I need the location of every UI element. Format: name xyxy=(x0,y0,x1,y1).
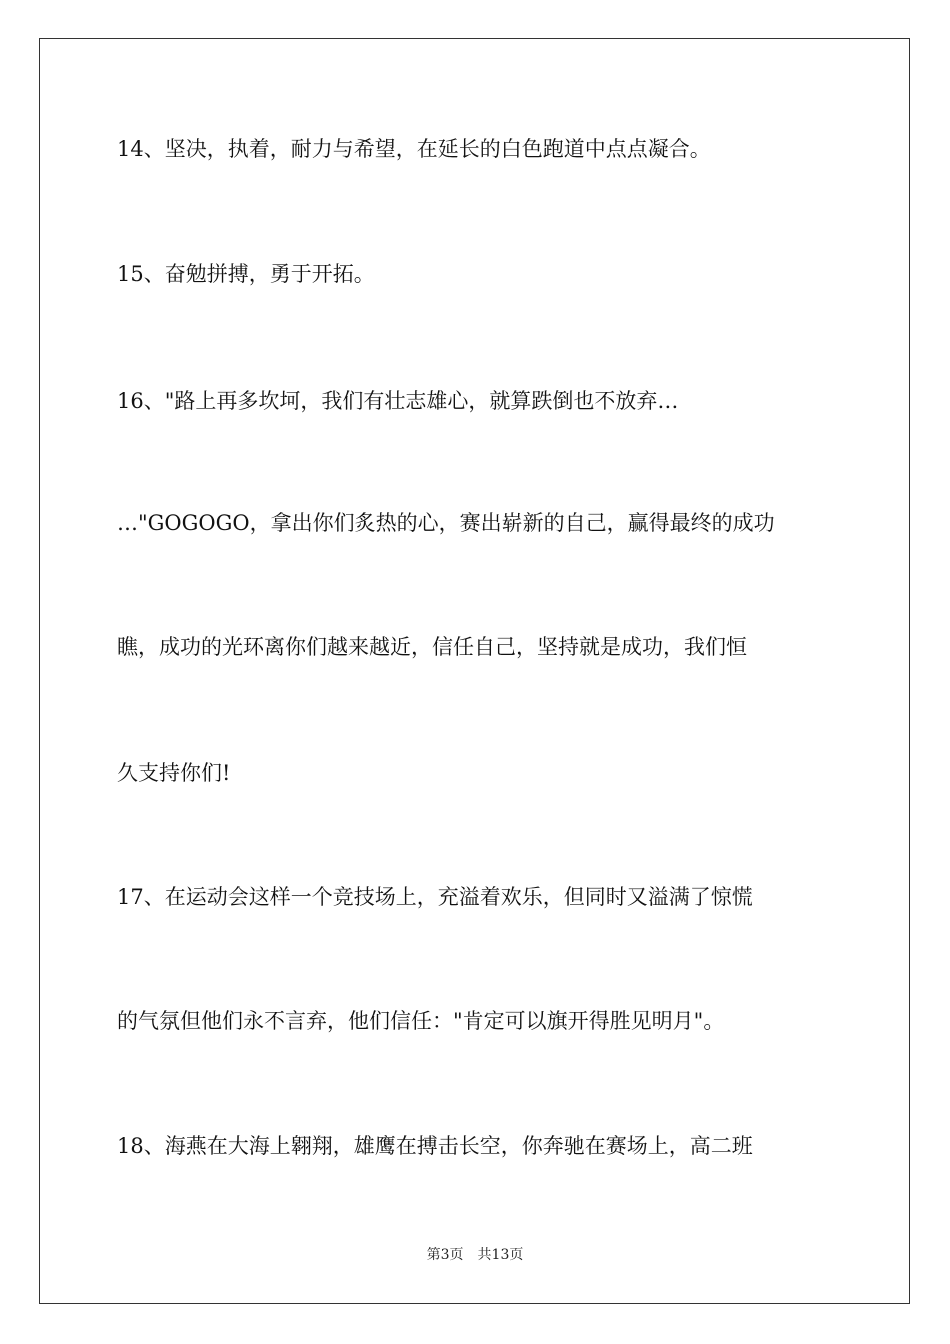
text-line-3: 16、"路上再多坎坷，我们有壮志雄心，就算跌倒也不放弃… xyxy=(117,389,679,413)
text-line-6: 久支持你们! xyxy=(117,761,231,785)
text-line-1: 14、坚决，执着，耐力与希望，在延长的白色跑道中点点凝合。 xyxy=(117,137,711,161)
text-line-4: …"GOGOGO，拿出你们炙热的心，赛出崭新的自己，赢得最终的成功 xyxy=(117,511,775,535)
page-footer xyxy=(0,1245,950,1265)
text-line-9: 18、海燕在大海上翱翔，雄鹰在搏击长空，你奔驰在赛场上，高二班 xyxy=(117,1134,753,1158)
total-page-count: 共13页 xyxy=(477,1247,524,1263)
text-line-2: 15、奋勉拼搏，勇于开拓。 xyxy=(117,262,375,286)
current-page-number: 第3页 xyxy=(426,1247,464,1263)
text-line-7: 17、在运动会这样一个竞技场上，充溢着欢乐，但同时又溢满了惊慌 xyxy=(117,885,753,909)
text-line-5: 瞧，成功的光环离你们越来越近，信任自己，坚持就是成功，我们恒 xyxy=(117,635,747,659)
text-line-8: 的气氛但他们永不言弃，他们信任："肯定可以旗开得胜见明月"。 xyxy=(117,1009,725,1033)
page-border xyxy=(39,38,910,1304)
